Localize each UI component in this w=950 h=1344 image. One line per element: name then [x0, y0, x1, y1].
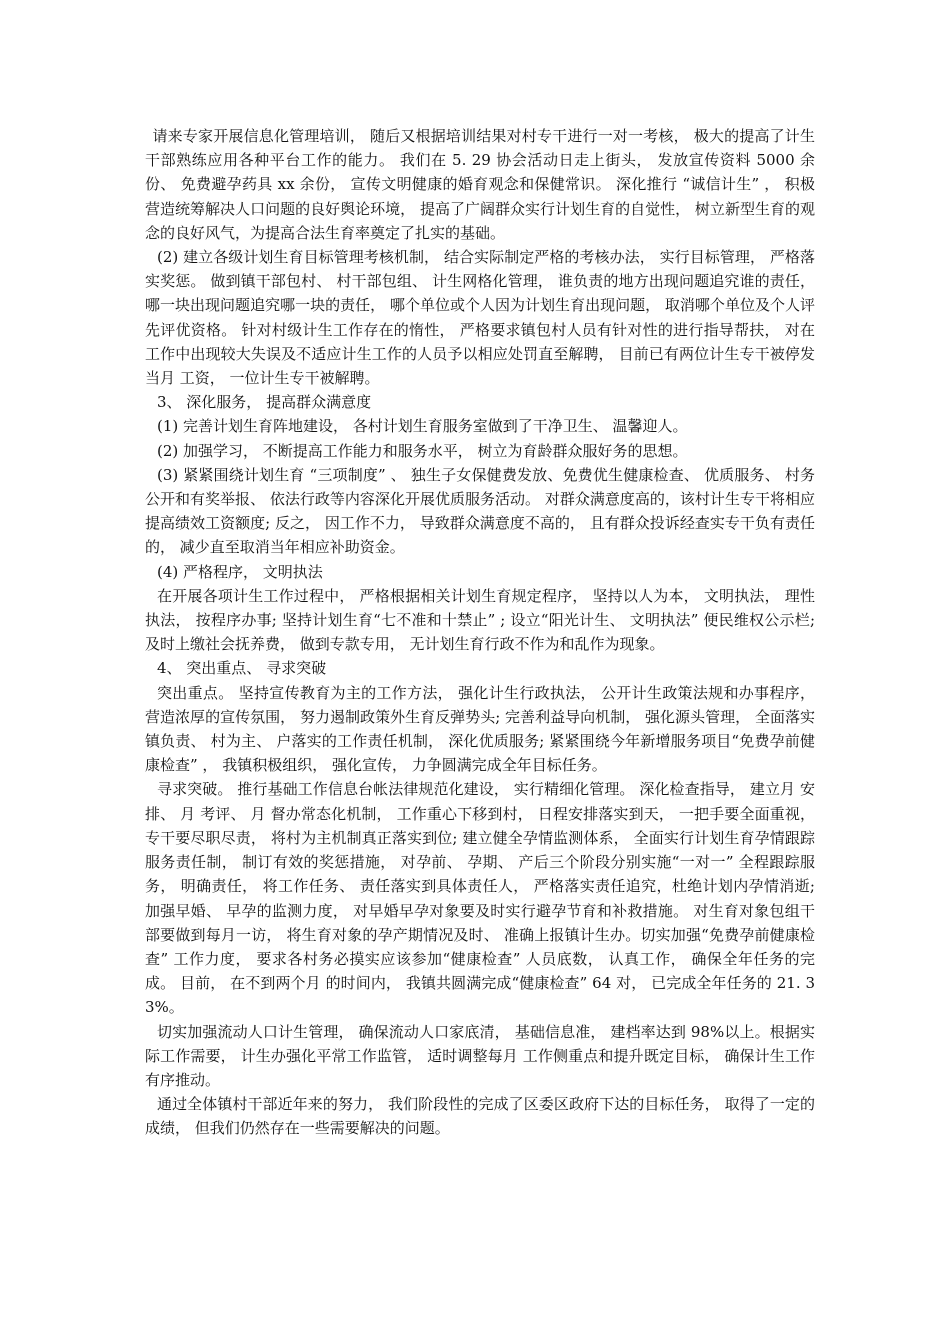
document-page — [145, 124, 815, 1141]
paragraph-quality-service: (3) 紧紧围绕计划生育 “三项制度” 、 独生子女保健费发放、免费优生健康检查、 优质服务、 村务公开和有奖举报、 依法行政等内容深化开展优质服务活动。 对群众满意度高的，该村计生专干将相应提高绩效工资额度; 反之， 因工作不力， 导致群众满意度不高的， 且有群众投诉经查实专干负有责任的， 减少直至取消当年相应补助资金。 — [145, 465, 815, 557]
paragraph-civil-enforcement: 在开展各项计生工作过程中， 严格根据相关计划生育规定程序， 坚持以人为本， 文明执法， 理性执法， 按程序办事; 坚持计划生育“七不准和十禁止” ; 设立“阳光计生、 文明执法” 便民维权公示栏; 及时上缴社会抚养费， 做到专款专用， 无计划生育行政不作为和乱作为现象。 — [145, 586, 815, 654]
section-heading-deepen-service: 3、 深化服务， 提高群众满意度 — [157, 393, 372, 412]
paragraph-service-rooms: (1) 完善计划生育阵地建设， 各村计划生育服务室做到了干净卫生、 温馨迎人。 — [157, 417, 688, 436]
paragraph-conclusion: 通过全体镇村干部近年来的努力， 我们阶段性的完成了区委区政府下达的目标任务， 取得了一定的成绩， 但我们仍然存在一些需要解决的问题。 — [145, 1095, 815, 1138]
paragraph-highlight-focus: 突出重点。 坚持宣传教育为主的工作方法， 强化计生行政执法， 公开计生政策法规和办事程序， 营造浓厚的宣传氛围， 努力遏制政策外生育反弹势头; 完善利益导向机制， 强化源头管理， 全面落实镇负责、 村为主、 户落实的工作责任机制， 深化优质服务; 紧紧围绕今年新增服务项目“免费孕前健康检查” ， 我镇积极组织， 强化宣传， 力争圆满完成全年目标任务。 — [145, 683, 815, 775]
paragraph-assessment-mechanism: (2) 建立各级计划生育目标管理考核机制， 结合实际制定严格的考核办法， 实行目标管理， 严格落实奖惩。 做到镇干部包村、 村干部包组、 计生网格化管理， 谁负责的地方出现问题追究谁的责任，哪一块出现问题追究哪一块的责任， 哪个单位或个人因为计划生育出现问题， 取消哪个单位及个人评先评优资格。 针对村级计生工作存在的惰性， 严格要求镇包村人员有针对性的进行指导帮扶， 对在工作中出现较大失误及不适应计生工作的人员予以相应处罚直至解聘， 目前已有两位计生专干被停发当月 工资， 一位计生专干被解聘。 — [145, 248, 815, 388]
paragraph-info-training: 请来专家开展信息化管理培训， 随后又根据培训结果对村专干进行一对一考核， 极大的提高了计生干部熟练应用各种平台工作的能力。 我们在 5. 29 协会活动日走上街头， 发放宣传资料 5000 余份、 免费避孕药具 xx 余份， 宣传文明健康的婚育观念和保健常识。 深化推行 “诚信计生” ， 积极营造统筹解决人口问题的良好舆论环境， 提高了广阔群众实行计划生育的自觉性， 树立新型生育的观念的良好风气，为提高合法生育率奠定了扎实的基础。 — [145, 127, 815, 242]
paragraph-strengthen-learning: (2) 加强学习， 不断提高工作能力和服务水平， 树立为育龄群众服好务的思想。 — [157, 441, 688, 460]
subheading-strict-procedure: (4) 严格程序， 文明执法 — [157, 562, 323, 581]
paragraph-seek-breakthrough: 寻求突破。 推行基础工作信息台帐法律规范化建设， 实行精细化管理。 深化检查指导， 建立月 安排、 月 考评、 月 督办常态化机制， 工作重心下移到村， 日程安排落实到天， 一把手要全面重视， 专干要尽职尽责， 将村为主机制真正落实到位; 建立健全孕情监测体系， 全面实行计划生育孕情跟踪服务责任制， 制订有效的奖惩措施， 对孕前、 孕期、 产后三个阶段分别实施“一对一” 全程跟踪服务， 明确责任， 将工作任务、 责任落实到具体责任人， 严格落实责任追究，杜绝计划内孕情消逝; 加强早婚、 早孕的监测力度， 对早婚早孕对象要及时实行避孕节育和补救措施。 对生育对象包组干部要做到每月一访， 将生育对象的孕产期情况及时、 准确上报镇计生办。切实加强“免费孕前健康检查” 工作力度， 要求各村务必摸实应该参加“健康检查” 人员底数， 认真工作， 确保全年任务的完成。 目前， 在不到两个月 的时间内， 我镇共圆满完成“健康检查” 64 对， 已完成全年任务的 21. 33%。 — [145, 780, 815, 1017]
paragraph-floating-population: 切实加强流动人口计生管理， 确保流动人口家底清， 基础信息准， 建档率达到 98%以上。根据实际工作需要， 计生办强化平常工作监管， 适时调整每月 工作侧重点和提升既定目标， 确保计生工作有序推动。 — [145, 1022, 815, 1089]
section-heading-highlight-breakthrough: 4、 突出重点、 寻求突破 — [157, 659, 327, 678]
